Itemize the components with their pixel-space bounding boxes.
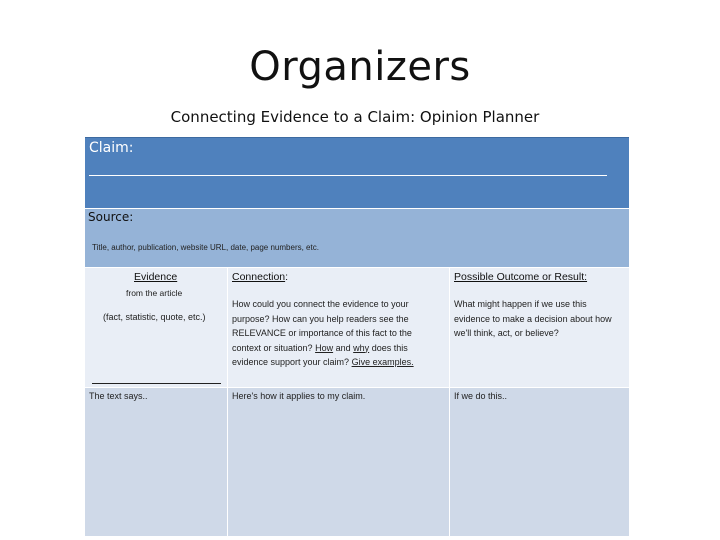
connection-starter: Here's how it applies to my claim. xyxy=(232,391,366,401)
outcome-starter: If we do this.. xyxy=(454,391,508,401)
planner-subtitle: Connecting Evidence to a Claim: Opinion Planner xyxy=(170,108,540,126)
row-divider xyxy=(85,387,629,388)
outcome-header: Possible Outcome or Result: xyxy=(454,271,588,283)
claim-write-line xyxy=(89,175,607,176)
source-section xyxy=(85,209,629,267)
connection-prompt: How could you connect the evidence to your purpose? How can you help readers see the RELEVANCE or importance of this fact to the context or situation? How and why does this evidence support your claim? Give examples. xyxy=(232,299,414,367)
evidence-examples: (fact, statistic, quote, etc.) xyxy=(103,312,206,322)
claim-section xyxy=(85,137,629,208)
planner-response-row xyxy=(85,388,629,536)
page-title: Organizers xyxy=(249,44,471,90)
evidence-sub: from the article xyxy=(126,288,183,298)
source-label: Source: xyxy=(88,210,134,224)
connection-header: Connection: xyxy=(232,271,289,283)
column-divider-1 xyxy=(227,268,228,536)
claim-label: Claim: xyxy=(89,140,134,156)
evidence-header: Evidence xyxy=(134,271,178,283)
evidence-write-line xyxy=(92,383,221,384)
column-divider-2 xyxy=(449,268,450,536)
source-hint: Title, author, publication, website URL, date, page numbers, etc. xyxy=(92,243,319,252)
outcome-prompt: What might happen if we use this evidence to make a decision about how we'll think, act, or believe? xyxy=(454,299,612,338)
evidence-starter: The text says.. xyxy=(89,391,148,401)
